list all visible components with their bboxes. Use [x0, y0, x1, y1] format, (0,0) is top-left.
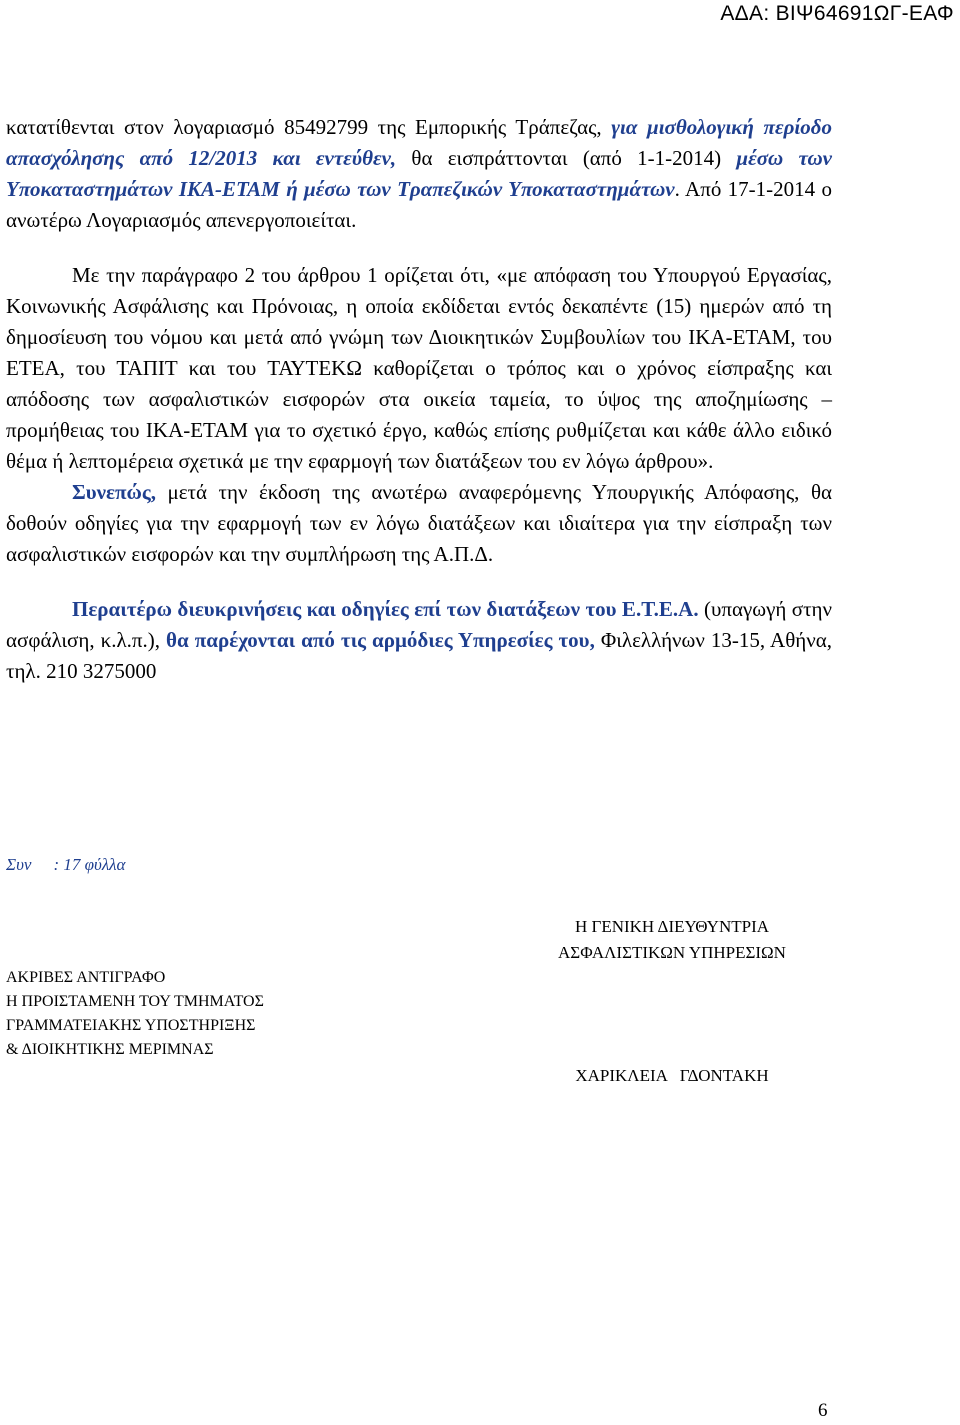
emphasis: μέσω των Υποκαταστημάτων ΙΚΑ-ΕΤΑΜ ή μέσω των Τραπεζικών Υποκαταστημάτων [6, 146, 832, 201]
paragraph-deposit-account [6, 112, 832, 236]
enclosure-note [6, 855, 125, 875]
text: μετά την έκδοση της ανωτέρω αναφερόμενης Υπουργικής Απόφασης, θα δοθούν οδηγίες για την εφαρμογή των εν λόγω διατάξεων και ιδιαίτερα για την είσπραξη των ασφαλιστικών εισφορών και την συμπλήρωση της Α.Π.Δ. [6, 480, 832, 566]
enclosure-label: Συν [6, 855, 32, 874]
true-copy-line: ΓΡΑΜΜΑΤΕΙΑΚΗΣ ΥΠΟΣΤΗΡΙΞΗΣ [6, 1017, 256, 1034]
paragraph-consequently [6, 477, 832, 570]
text: Φιλελλήνων 13-15, Αθήνα, τηλ. 210 3275000 [6, 628, 833, 683]
emphasis: Συνεπώς, [72, 480, 156, 504]
true-copy-line: ΑΚΡΙΒΕΣ ΑΝΤΙΓΡΑΦΟ [6, 969, 166, 986]
ada-code: ΑΔΑ: ΒΙΨ64691ΩΓ-ΕΑΦ [720, 2, 954, 25]
text: (υπαγωγή στην ασφάλιση, κ.λ.π.), [6, 597, 832, 652]
emphasis: θα παρέχονται από τις αρμόδιες Υπηρεσίες του, [166, 628, 595, 652]
true-copy-line: & ΔΙΟΙΚΗΤΙΚΗΣ ΜΕΡΙΜΝΑΣ [6, 1041, 214, 1058]
enclosure-value: : 17 φύλλα [53, 855, 126, 874]
document-body [6, 112, 832, 687]
director-title [516, 914, 828, 966]
signer-name: ΧΑΡΙΚΛΕΙΑ ΓΔΟΝΤΑΚΗ [575, 1066, 769, 1085]
page-number: 6 [818, 1400, 828, 1421]
true-copy-block [6, 966, 264, 1062]
director-title-line: ΑΣΦΑΛΙΣΤΙΚΩΝ ΥΠΗΡΕΣΙΩΝ [558, 943, 786, 962]
true-copy-line: Η ΠΡΟΙΣΤΑΜΕΝΗ ΤΟΥ ΤΜΗΜΑΤΟΣ [6, 993, 264, 1010]
emphasis: Περαιτέρω διευκρινήσεις και οδηγίες επί των διατάξεων του Ε.Τ.Ε.Α. [72, 597, 699, 621]
paragraph-further-clarifications [6, 594, 832, 687]
text: θα εισπράττονται (από 1-1-2014) [396, 146, 737, 170]
text: κατατίθενται στον λογαριασμό 85492799 της Εμπορικής Τράπεζας, [6, 115, 612, 139]
emphasis: για μισθολογική περίοδο απασχόλησης από 12/2013 και εντεύθεν, [6, 115, 832, 170]
text: . Από 17-1-2014 ο ανωτέρω Λογαριασμός απενεργοποιείται. [6, 177, 832, 232]
paragraph-article-reference: Με την παράγραφο 2 του άρθρου 1 ορίζεται ότι, «με απόφαση του Υπουργού Εργασίας, Κοινωνικής Ασφάλισης και Πρόνοιας, η οποία εκδίδεται εντός δεκαπέντε (15) ημερών από τη δημοσίευση του νόμου και μετά από γνώμη των Διοικητικών Συμβουλίων του ΙΚΑ-ΕΤΑΜ, του ΕΤΕΑ, του ΤΑΠΙΤ και του ΤΑΥΤΕΚΩ καθορίζεται ο τρόπος και ο χρόνος είσπραξης και απόδοσης των ασφαλιστικών εισφορών στα οικεία ταμεία, το ύψος της αποζημίωσης – προμήθειας του ΙΚΑ-ΕΤΑΜ για το σχετικό έργο, καθώς επίσης ρυθμίζεται και κάθε άλλο ειδικό θέμα ή λεπτομέρεια σχετικά με την εφαρμογή των διατάξεων του εν λόγω άρθρου». [6, 263, 832, 473]
director-title-line: Η ΓΕΝΙΚΗ ΔΙΕΥΘΥΝΤΡΙΑ [574, 917, 770, 936]
